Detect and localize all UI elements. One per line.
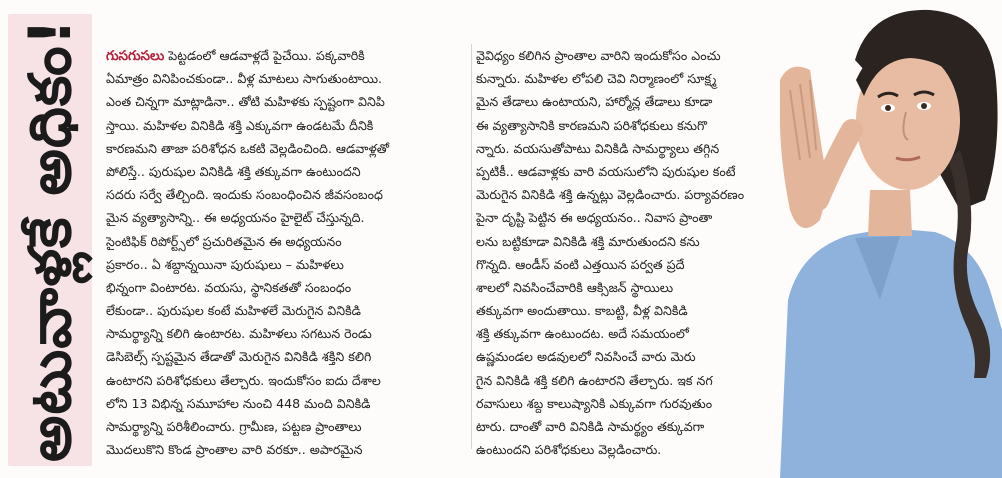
- article-line: [106, 276, 466, 299]
- article-line-text: మొదలుకొని కొండ ప్రాంతాల వారి వరకూ.. అపారమైన: [106, 442, 363, 458]
- article-line: [106, 438, 466, 461]
- article-line-text: భిన్నంగా వింటారట. వయసు, స్థానికతతో సంబంధం: [106, 279, 352, 295]
- article-line: [106, 44, 466, 67]
- article-line-text: ఉష్ణమండల అడవులలో నివసించే వారు మెరు: [476, 349, 696, 365]
- article-line-text: లేకుండా.. పురుషుల కంటే మహిళలే మెరుగైన వినికిడి: [106, 303, 361, 319]
- article-line: [476, 137, 798, 160]
- article-line: [106, 183, 466, 206]
- article-line: [476, 206, 798, 229]
- article-line: [106, 345, 466, 368]
- article-line-text: కున్నారు. మహిళల లోపలి చెవి నిర్మాణంలో సూక్ష్మ: [476, 71, 717, 87]
- article-line: [476, 392, 798, 415]
- article-line-text: ప్పటికీ.. ఆడవాళ్లకు వారి వయసులోని పురుషుల కంటే: [476, 163, 736, 179]
- article-line-text: మైన వ్యత్యాసాన్ని.. ఈ అధ్యయనం హైలైట్ చేస్తున్నది.: [106, 210, 365, 226]
- article-line: [476, 67, 798, 90]
- article-line: [476, 183, 798, 206]
- article-line-text: గొన్నది. ఆండీస్ వంటి ఎత్తయిన పర్వత ప్రదే: [476, 256, 685, 272]
- article-line: [106, 114, 466, 137]
- article-line-text: పైనా దృష్టి పెట్టిన ఈ అధ్యయనం.. నివాస ప్రాంతా: [476, 210, 713, 226]
- article-line: [476, 230, 798, 253]
- article-line-text: లోని 13 విభిన్న సమూహాల నుంచి 448 మంది వినికిడి: [106, 395, 371, 411]
- article-line: [106, 90, 466, 113]
- article-line: [476, 44, 798, 67]
- article-line: [476, 415, 798, 438]
- article-line-text: ఉంటుందని పరిశోధకులు వెల్లడించారు.: [476, 442, 662, 458]
- article-column-1: [106, 44, 466, 461]
- article-line-text: ఉంటారని పరిశోధకులు తేల్చారు. ఇందుకోసం ఐదు దేశాల: [106, 372, 381, 388]
- article-line-text: డెసిబెల్స్ స్పష్టమైన తేడాతో మెరుగైన వినికిడి శక్తిని కలిగి: [106, 349, 372, 365]
- article-line: [476, 322, 798, 345]
- article-line: [106, 67, 466, 90]
- article-line: [476, 369, 798, 392]
- article-line-text: సదరు సర్వే తేల్చింది. ఇందుకు సంబంధించిన జీవసంబంధ: [106, 187, 383, 203]
- article-line: [106, 253, 466, 276]
- article-line-text: పోలిస్తే.. పురుషుల వినికిడి శక్తి తక్కువగా ఉంటుందని: [106, 163, 361, 179]
- article-line-text: మెరుగైన వినికిడి శక్తి ఉన్నట్లు వెల్లడించారు. పర్యావరణం: [476, 187, 745, 203]
- headline: అటువాళ్లకే అధికం!: [16, 17, 84, 463]
- article-line-text: వైవిధ్యం కలిగిన ప్రాంతాల వారిని ఇందుకోసం ఎంచు: [476, 48, 721, 63]
- column-divider: [471, 44, 472, 449]
- article-line: [106, 392, 466, 415]
- article-line-text: సైంటిఫిక్ రిపోర్ట్స్‌లో ప్రచురితమైన ఈ అధ్యయనం: [106, 233, 342, 249]
- article-line: [476, 438, 798, 461]
- article-line: [106, 299, 466, 322]
- article-line-text: ఎంత చిన్నగా మాట్లాడినా.. తోటి మహిళకు స్పష్టంగా వినిపి: [106, 94, 385, 110]
- article-line: [106, 369, 466, 392]
- kicker-word: గుసగుసలు: [106, 48, 165, 64]
- article-line-text: గైన వినికిడి శక్తి కలిగి ఉంటారని తేల్చారు. ఇక నగ: [476, 372, 713, 388]
- woman-illustration: [760, 0, 1002, 478]
- article-line: [476, 345, 798, 368]
- article-line: [476, 90, 798, 113]
- article-line: [476, 299, 798, 322]
- article-line: [106, 415, 466, 438]
- article-line-text: సామర్థ్యాన్ని పరిశీలించారు. గ్రామీణ, పట్టణ ప్రాంతాలు: [106, 419, 362, 434]
- article-line-text: లను బట్టికూడా వినికిడి శక్తి మారుతుందని కను: [476, 233, 700, 249]
- article-line: [476, 114, 798, 137]
- listening-woman-photo: [760, 0, 1002, 478]
- article-line-text: న్నారు. వయసుతోపాటు వినికిడి సామర్థ్యాలు తగ్గిన: [476, 140, 720, 156]
- article-line-text: శక్తి తక్కువగా ఉంటుందట. అదే సమయంలో: [476, 326, 689, 342]
- article-line: [476, 253, 798, 276]
- article-line: [476, 276, 798, 299]
- article-line: [476, 160, 798, 183]
- article-line-text: పెట్టడంలో ఆడవాళ్లదే పైచేయి. పక్కవారికి: [164, 48, 365, 63]
- article-line-text: మైన తేడాలు ఉంటాయని, హార్మోన్ల తేడాలు కూడా: [476, 94, 713, 110]
- article-line-text: కారణమని తాజా పరిశోధన ఒకటి వెల్లడించింది. ఆడవాళ్లతో: [106, 140, 390, 156]
- article-line-text: ఈ వ్యత్యాసానికి కారణమని పరిశోధకులు కనుగొ: [476, 117, 707, 133]
- article-line-text: రవాసులు శబ్ద కాలుష్యానికి ఎక్కువగా గురవుతుం: [476, 395, 713, 411]
- article-line-text: తక్కువగా అందుతాయి. కాబట్టి, వీళ్ల వినికిడి: [476, 303, 688, 319]
- article-line-text: టారు. దాంతో వారి వినికిడి సామర్థ్యం తక్కువగా: [476, 419, 705, 434]
- article-line: [106, 206, 466, 229]
- article-line-text: ఏమాత్రం వినిపించకుండా.. వీళ్ల మాటలు సాగుతుంటాయి.: [106, 71, 383, 87]
- article-line: [106, 137, 466, 160]
- article-line-text: ప్రకారం.. ఏ శబ్దాన్నయినా పురుషులు – మహిళలు: [106, 256, 344, 272]
- article-line-text: సామర్థ్యాన్ని కలిగి ఉంటారట. మహిళలు సగటున రెండు: [106, 326, 372, 342]
- article-line-text: శాలలో నివసించేవారికి ఆక్సిజన్ స్థాయిలు: [476, 279, 674, 295]
- article-line: [106, 322, 466, 345]
- article-column-2: [476, 44, 798, 461]
- article-line-text: స్తాయి. మహిళల వినికిడి శక్తి ఎక్కువగా ఉండటమే దీనికి: [106, 117, 374, 133]
- article-line: [106, 160, 466, 183]
- article-line: [106, 230, 466, 253]
